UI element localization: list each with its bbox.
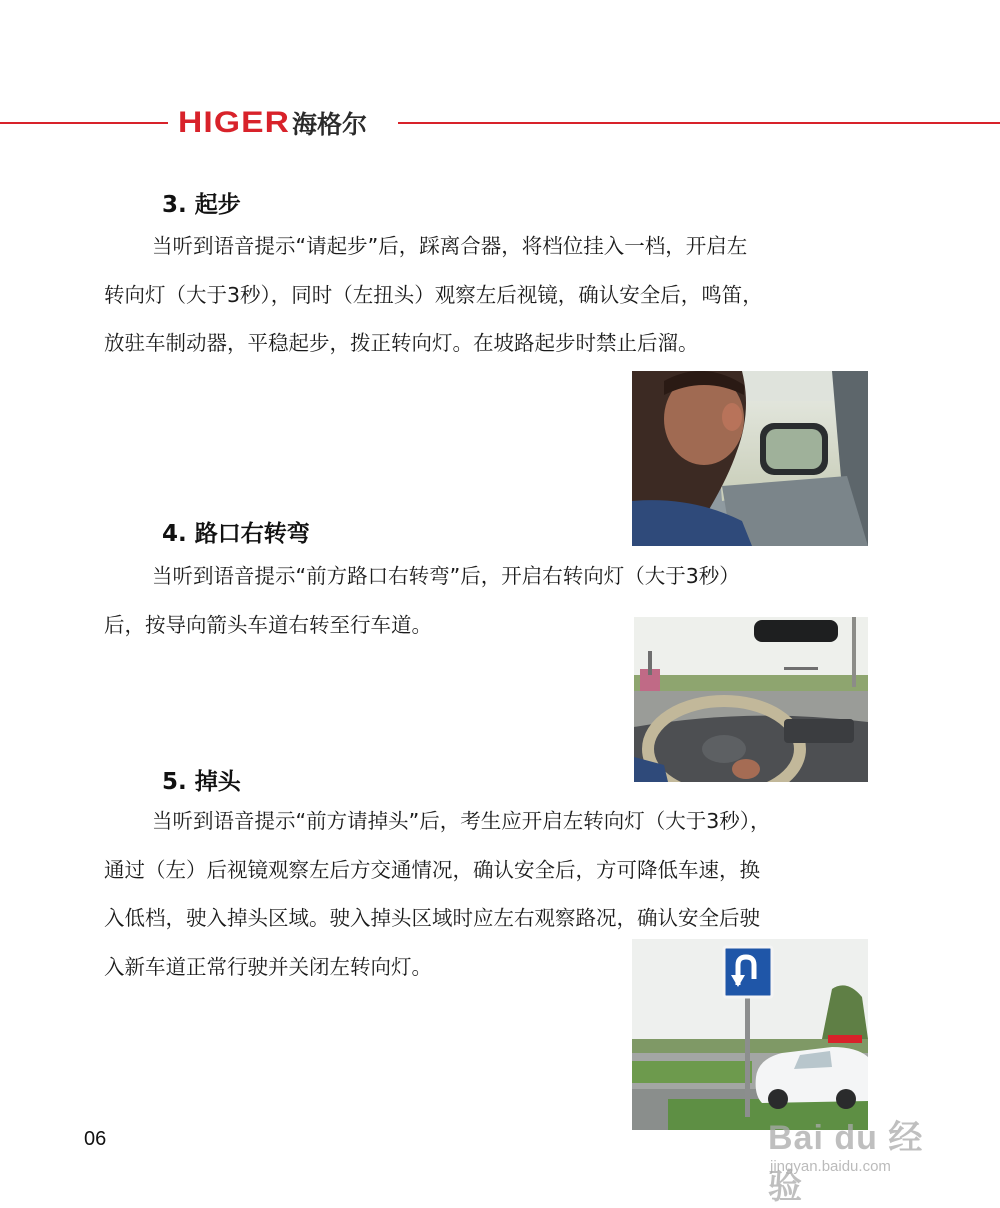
section-heading-start: 3. 起步: [162, 192, 241, 218]
baidu-watermark: [768, 1110, 958, 1206]
brand-logo-zh: 海格尔: [292, 110, 368, 139]
text-line: 通过（左）后视镜观察左后方交通情况，确认安全后，方可降低车速，换: [104, 857, 760, 882]
header-rule-left: [0, 122, 168, 124]
photo-intersection-driving: [634, 617, 868, 782]
header-rule-right: [398, 122, 1000, 124]
brand-logo: [178, 105, 367, 141]
watermark-url: jingyan.baidu.com: [770, 1158, 891, 1175]
section-heading-right-turn: 4. 路口右转弯: [162, 521, 310, 547]
photo-u-turn-sign: [632, 939, 868, 1130]
text-line: 转向灯（大于3秒），同时（左扭头）观察左后视镜，确认安全后，鸣笛，: [104, 282, 763, 307]
section-text-start: [104, 222, 763, 368]
text-line: 入新车道正常行驶并关闭左转向灯。: [104, 954, 432, 979]
watermark-logo-text: Bai du 经验: [768, 1119, 924, 1206]
text-line: 入低档，驶入掉头区域。驶入掉头区域时应左右观察路况，确认安全后驶: [104, 906, 760, 930]
text-line: 放驻车制动器，平稳起步，拨正转向灯。在坡路起步时禁止后溜。: [104, 331, 699, 355]
text-line: 当听到语音提示“前方请掉头”后，考生应开启左转向灯（大于3秒），: [152, 809, 771, 833]
text-line: 当听到语音提示“请起步”后，踩离合器，将档位挂入一档，开启左: [152, 234, 748, 258]
text-line: 后，按导向箭头车道右转至行车道。: [104, 612, 432, 637]
brand-logo-en: HIGER: [178, 106, 291, 139]
page-number: 06: [84, 1128, 107, 1150]
photo-driver-checking-mirror: [632, 371, 868, 546]
section-heading-u-turn: 5. 掉头: [162, 769, 241, 795]
text-line: 当听到语音提示“前方路口右转弯”后，开启右转向灯（大于3秒）: [152, 564, 740, 588]
